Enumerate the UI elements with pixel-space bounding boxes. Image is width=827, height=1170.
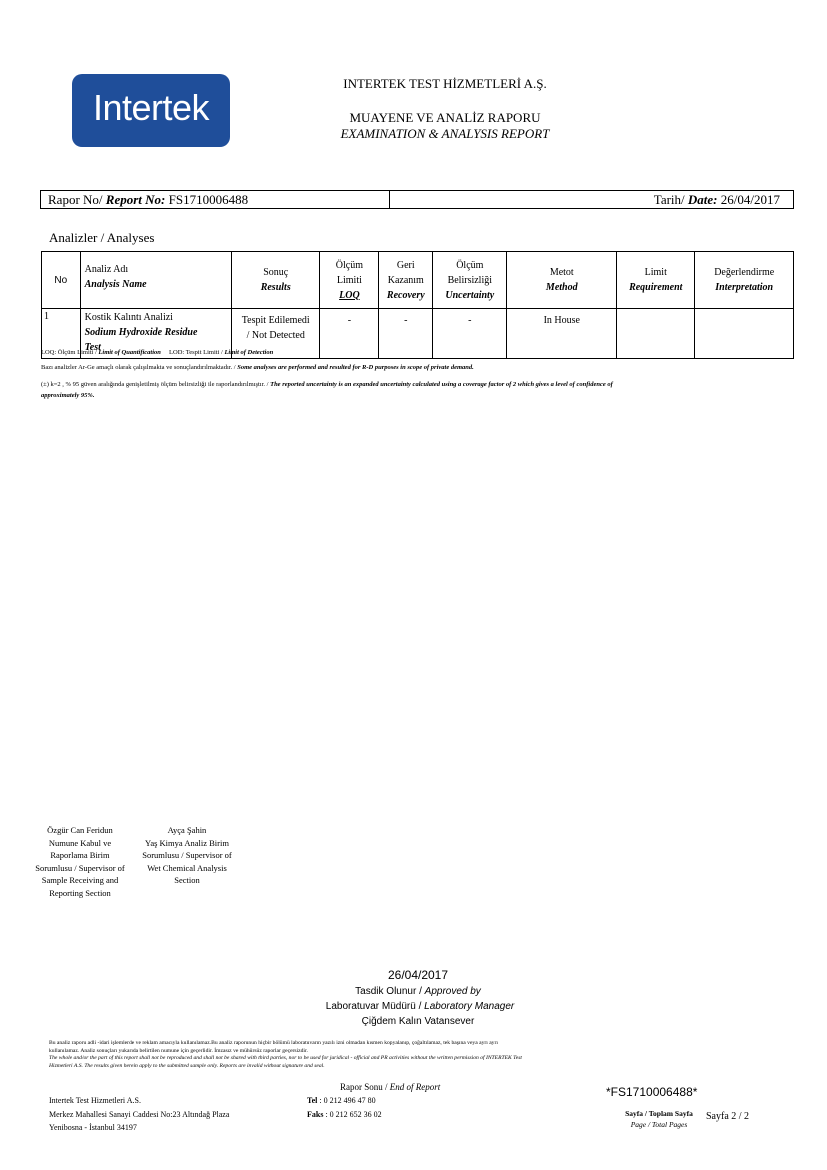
approval-date: 26/04/2017 [387, 968, 449, 982]
report-no-label-en: Report No: [105, 192, 166, 207]
col-header-results: Sonuç Results [232, 252, 320, 309]
report-number [48, 192, 248, 208]
section-title: Analizler / Analyses [49, 230, 155, 245]
date-label-en: Date: [687, 192, 718, 207]
intertek-logo [72, 74, 230, 147]
cell-analysis-name: Kostik Kalıntı Analizi Sodium Hydroxide Residue Test [80, 309, 231, 359]
col-header-no: No [42, 252, 81, 309]
page-label: Sayfa / Toplam Sayfa Page / Total Pages [625, 1109, 693, 1129]
rd-note: Bazı analizler Ar-Ge amaçlı olarak çalışılmakta ve sonuçlandırılmaktadır. / Some analyses are performed and resulted for R-D purposes in scope of private demand. [41, 364, 474, 371]
report-no-label-tr: Rapor No/ [48, 192, 103, 207]
cell-requirement [617, 309, 695, 359]
col-header-loq: Ölçüm Limiti LOQ [320, 252, 379, 309]
col-header-analysis-name: Analiz Adı Analysis Name [80, 252, 231, 309]
page-number: Sayfa 2 / 2 [706, 1111, 750, 1122]
col-header-uncertainty: Ölçüm Belirsizliği Uncertainty [433, 252, 507, 309]
report-title-en: EXAMINATION & ANALYSIS REPORT [340, 126, 550, 141]
signatory-wet-chemical: Ayça Şahin Yaş Kimya Analiz Birim Sorumlusu / Supervisor of Wet Chemical Analysis Section [142, 825, 232, 885]
cell-no: 1 [42, 309, 81, 359]
analyses-table [41, 251, 794, 359]
approver-role: Laboratuvar Müdürü / Laboratory Manager [325, 1001, 515, 1012]
cell-recovery: - [379, 309, 433, 359]
cell-uncertainty: - [433, 309, 507, 359]
cell-method: In House [507, 309, 617, 359]
date-label-tr: Tarih/ [653, 192, 685, 207]
barcode-text: *FS1710006488* [606, 1085, 698, 1099]
table-header-row [42, 252, 794, 309]
report-info-box [40, 190, 794, 209]
report-date [654, 192, 780, 208]
company-name: INTERTEK TEST HİZMETLERİ A.Ş. [343, 76, 547, 91]
col-header-requirement: Limit Requirement [617, 252, 695, 309]
report-no-value: FS1710006488 [168, 192, 249, 207]
cell-loq: - [320, 309, 379, 359]
date-value: 26/04/2017 [720, 192, 780, 207]
logo-text: Intertek [92, 87, 210, 128]
contact-info: Tel : 0 212 496 47 80 Faks : 0 212 652 36 02 [307, 1096, 382, 1119]
box-divider [389, 191, 390, 208]
cell-result: Tespit Edilemedi / Not Detected [232, 309, 320, 359]
col-header-method: Metot Method [507, 252, 617, 309]
col-header-interpretation: Değerlendirme Interpretation [695, 252, 794, 309]
cell-interpretation [695, 309, 794, 359]
disclaimer: Bu analiz raporu adli -idari işlemlerde ve reklam amacıyla kullanılamaz.Bu analiz raporunun hiçbir bölümü laboratuvarın yazılı izni olmadan kısmen kopyalanıp, çoğaltılamaz, tek başına veya ayrı ayrı kullanılamaz. Analiz sonuçları yukarıda belirtilen numune için geçerlidir. İmzasız ve mühürsüz raporlar geçersizdir. The whole and/or the part of this report shall not be reproduced and shall not be shared with third parties, nor to be used for juridical - official and PR activities without the written permission of INTERTEK Test Hizmetleri A.S. The results given herein apply to the submitted sample only. Reports are invalid without signature and seal. [49, 1040, 522, 1069]
approver-name: Çiğdem Kalın Vatansever [361, 1016, 475, 1027]
end-of-report: Rapor Sonu / End of Report [340, 1082, 441, 1092]
abbreviation-note: LOQ: Ölçüm Limiti / Limit of Quantification LOD: Tespit Limiti / Limit of Detection [41, 349, 274, 356]
signatory-sample-receiving: Özgür Can Feridun Numune Kabul ve Raporlama Birim Sorumlusu / Supervisor of Sample Receiving and Reporting Section [35, 825, 125, 898]
col-header-recovery: Geri Kazanım Recovery [379, 252, 433, 309]
company-address: Intertek Test Hizmetleri A.S. Merkez Mahallesi Sanayi Caddesi No:23 Altındağ Plaza Yenibosna - İstanbul 34197 [49, 1096, 230, 1132]
report-title-tr: MUAYENE VE ANALİZ RAPORU [349, 110, 541, 125]
uncertainty-note: (±) k=2 , % 95 güven aralığında genişletilmiş ölçüm belirsizliği ile raporlandırılmıştır. / The reported uncertainty is an expanded uncertainty calculated using a coverage factor of 2 which gives a level of confidence of approximately 95%. [41, 381, 613, 399]
approved-by: Tasdik Olunur / Approved by [355, 986, 481, 997]
